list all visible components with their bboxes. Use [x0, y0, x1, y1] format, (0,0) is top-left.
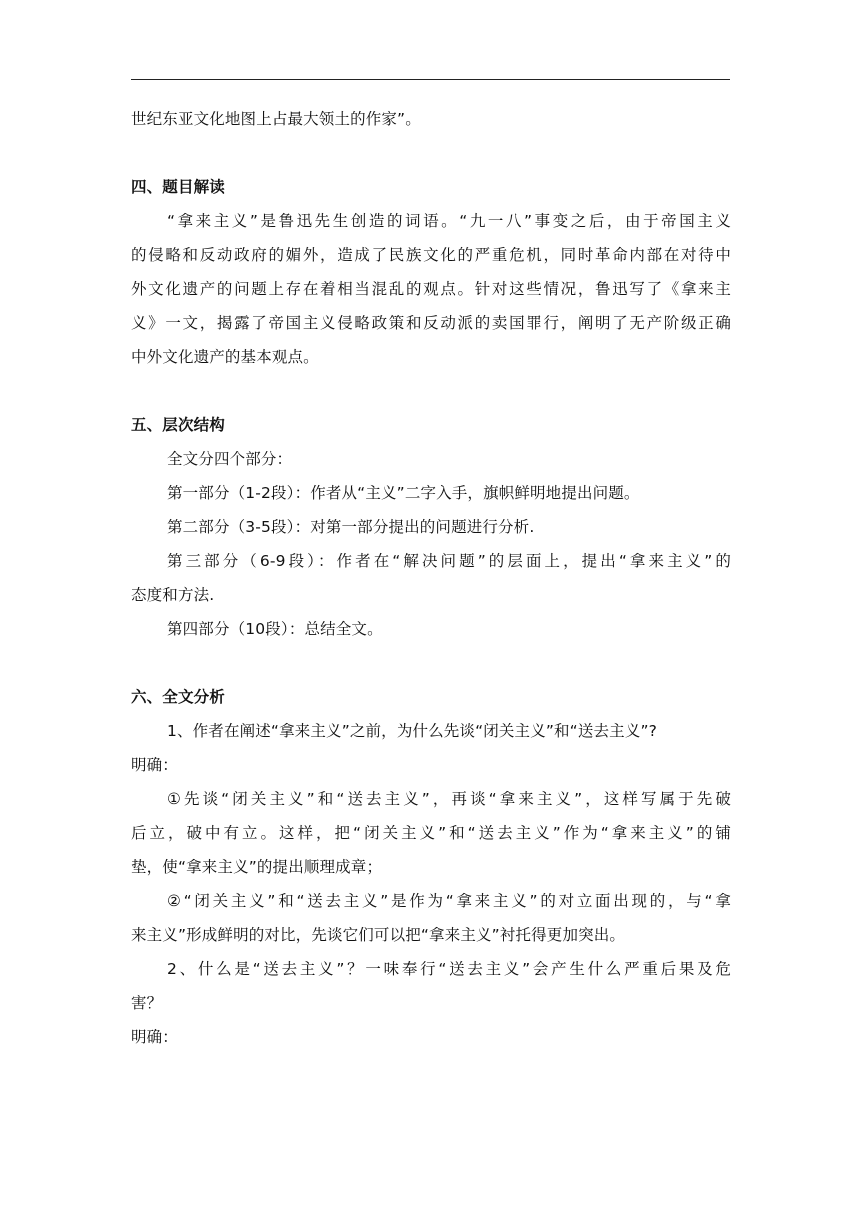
question-2: 害？ [131, 994, 163, 1012]
answer-point-2: ②“闭关主义”和“送去主义”是作为“拿来主义”的对立面出现的，与“拿 [167, 892, 731, 910]
structure-part-1: 第一部分（1-2段）：作者从“主义”二字入手，旗帜鲜明地提出问题。 [167, 484, 640, 502]
paragraph-line: “拿来主义”是鲁迅先生创造的词语。“九一八”事变之后，由于帝国主义 [167, 212, 731, 230]
answer-point-1: 垫，使“拿来主义”的提出顺理成章； [131, 858, 383, 876]
header-rule [131, 79, 730, 80]
paragraph-line: 的侵略和反动政府的媚外，造成了民族文化的严重危机，同时革命内部在对待中 [131, 246, 731, 264]
structure-part-3: 第三部分（6-9段）：作者在“解决问题”的层面上，提出“拿来主义”的 [167, 552, 731, 570]
structure-part-3-cont: 态度和方法. [131, 586, 215, 604]
spacer [131, 374, 731, 408]
question-2: 2、什么是“送去主义”？一味奉行“送去主义”会产生什么严重后果及危 [167, 960, 731, 978]
answer-point-1: ①先谈“闭关主义”和“送去主义”，再谈“拿来主义”，这样写属于先破 [167, 790, 731, 808]
spacer [131, 646, 731, 680]
spacer [131, 136, 731, 170]
structure-part-2: 第二部分（3-5段）：对第一部分提出的问题进行分析. [167, 518, 535, 536]
answer-point-2: 来主义”形成鲜明的对比，先谈它们可以把“拿来主义”衬托得更加突出。 [131, 926, 626, 944]
structure-part-4: 第四部分（10段）：总结全文。 [167, 620, 383, 638]
document-body [131, 102, 731, 1054]
section-heading-4: 四、题目解读 [131, 178, 225, 196]
paragraph-line: 外文化遗产的问题上存在着相当混乱的观点。针对这些情况，鲁迅写了《拿来主 [131, 280, 731, 298]
paragraph-line: 中外文化遗产的基本观点。 [131, 348, 319, 366]
paragraph-line: 义》一文，揭露了帝国主义侵略政策和反动派的卖国罪行，阐明了无产阶级正确 [131, 314, 731, 332]
answer-label: 明确： [131, 1028, 178, 1046]
answer-label: 明确： [131, 756, 178, 774]
answer-point-1: 后立，破中有立。这样，把“闭关主义”和“送去主义”作为“拿来主义”的铺 [131, 824, 731, 842]
section-heading-6: 六、全文分析 [131, 688, 225, 706]
question-1: 1、作者在阐述“拿来主义”之前，为什么先谈“闭关主义”和“送去主义”? [167, 722, 658, 740]
text-line: 世纪东亚文化地图上占最大领土的作家”。 [131, 110, 421, 128]
structure-intro: 全文分四个部分： [167, 450, 293, 468]
section-heading-5: 五、层次结构 [131, 416, 225, 434]
